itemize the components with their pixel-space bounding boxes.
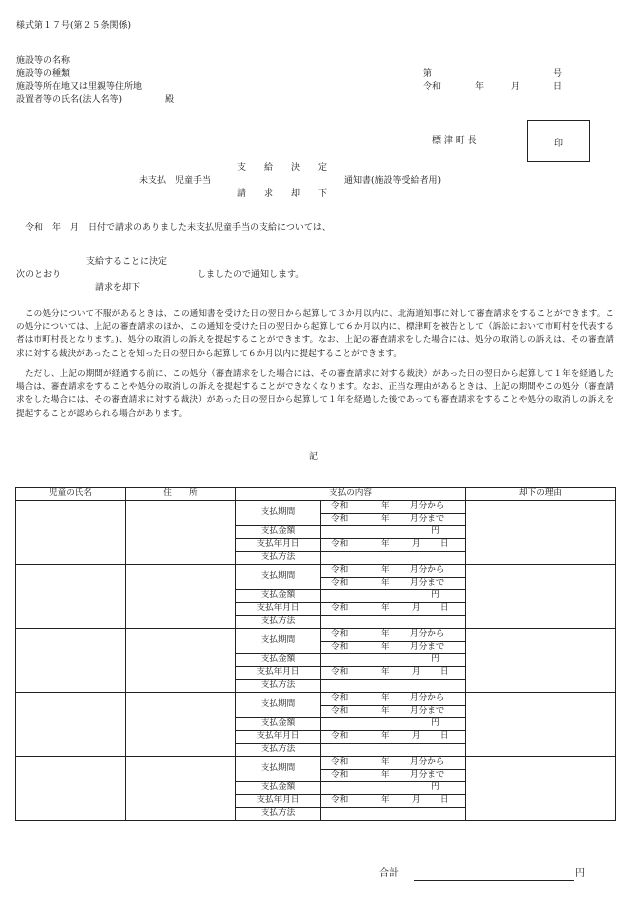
child-name-cell[interactable] — [16, 628, 126, 692]
period-to-month: 月分まで — [410, 577, 445, 588]
date-value[interactable] — [321, 667, 466, 680]
amount-value[interactable] — [321, 718, 466, 731]
amount-label: 支払金額 — [236, 718, 321, 731]
pay-date-month: 月 — [412, 731, 421, 742]
pay-date-era: 令和 — [331, 731, 349, 742]
pay-date-month: 月 — [412, 667, 421, 678]
amount-value[interactable] — [321, 526, 466, 539]
pay-date-day: 日 — [440, 731, 449, 742]
period-from-era: 令和 — [331, 628, 349, 639]
amount-yen: 円 — [431, 718, 440, 729]
rejection-reason-cell[interactable] — [466, 500, 616, 564]
period-to-month: 月分まで — [410, 513, 445, 524]
period-from-year: 年 — [381, 692, 390, 703]
total-label: 合計 — [379, 868, 399, 879]
method-label: 支払方法 — [236, 551, 321, 564]
amount-label: 支払金額 — [236, 526, 321, 539]
appeal-notice-paragraph-1: この処分について不服があるときは、この通知書を受けた日の翌日から起算して３か月以内に、北海道知事に対して審査請求をすることができます。この処分については、上記の審査請求のほか、この通知を受けた日の翌日から起算して６か月以内に、標津町を被告として（訴訟において市町村を代表する者は市町村長となります。)、処分の取消しの訴えを提起することができます。なお、上記の審査請求をした場合には、処分の取消しの訴えは、その審査請求に対する裁決があったことを知った日の翌日から起算して６か月以内に提起することができます。 — [16, 309, 614, 359]
period-from-year: 年 — [381, 756, 390, 767]
method-value[interactable] — [321, 551, 466, 564]
child-name-cell[interactable] — [16, 692, 126, 756]
period-from-era: 令和 — [331, 692, 349, 703]
period-from[interactable] — [321, 500, 466, 513]
pay-date-day: 日 — [440, 795, 449, 806]
rejection-reason-cell[interactable] — [466, 692, 616, 756]
amount-yen: 円 — [431, 526, 440, 537]
facility-type-label: 施設等の種類 — [16, 69, 71, 79]
child-name-cell[interactable] — [16, 500, 126, 564]
seal-mark: 印 — [553, 139, 563, 149]
mayor-title: 標 津 町 長 — [432, 136, 477, 146]
amount-yen: 円 — [431, 782, 440, 793]
address-cell[interactable] — [126, 628, 236, 692]
period-to[interactable] — [321, 705, 466, 718]
period-to-year: 年 — [381, 577, 390, 588]
pay-date-day: 日 — [440, 603, 449, 614]
amount-value[interactable] — [321, 654, 466, 667]
period-to[interactable] — [321, 641, 466, 654]
payment-table — [15, 487, 616, 821]
pay-date-year: 年 — [381, 731, 390, 742]
pay-date-era: 令和 — [331, 539, 349, 550]
title-suffix: 通知書(施設等受給者用) — [344, 176, 442, 186]
period-from-era: 令和 — [331, 564, 349, 575]
period-to-era: 令和 — [331, 577, 349, 588]
period-from[interactable] — [321, 692, 466, 705]
period-from-month: 月分から — [410, 628, 445, 639]
title-option-reject: 請 求 却 下 — [237, 189, 328, 199]
method-value[interactable] — [321, 743, 466, 756]
period-to-era: 令和 — [331, 705, 349, 716]
method-label: 支払方法 — [236, 743, 321, 756]
amount-yen: 円 — [431, 590, 440, 601]
period-to[interactable] — [321, 769, 466, 782]
intro-prefix: 次のとおり — [16, 270, 62, 280]
pay-date-year: 年 — [381, 603, 390, 614]
doc-no-prefix: 第 — [423, 69, 433, 79]
period-to-era: 令和 — [331, 769, 349, 780]
pay-date-year: 年 — [381, 539, 390, 550]
amount-yen: 円 — [431, 654, 440, 665]
pay-date-day: 日 — [440, 667, 449, 678]
period-label: 支払期間 — [236, 564, 321, 590]
title-option-decision: 支 給 決 定 — [237, 163, 328, 173]
period-from-month: 月分から — [410, 756, 445, 767]
method-value[interactable] — [321, 807, 466, 820]
period-to-month: 月分まで — [410, 705, 445, 716]
founder-label: 設置者等の氏名(法人名等) — [16, 95, 123, 105]
rejection-reason-cell[interactable] — [466, 756, 616, 820]
appeal-notice-paragraph-2: ただし、上記の期間が経過する前に、この処分（審査請求をした場合には、その審査請求に対する裁決）があった日の翌日から起算して１年を経過した場合は、審査請求をすることや処分の取消しの訴えを提起することができなくなります。なお、正当な理由があるときは、上記の期間やこの処分（審査請求をした場合には、その審査請求に対する裁決）があった日の翌日から起算して１年を経過した後であっても審査請求をすることや処分の取消しの訴えを提起することが認められる場合があります。 — [16, 369, 614, 419]
pay-date-year: 年 — [381, 795, 390, 806]
amount-label: 支払金額 — [236, 654, 321, 667]
title-main: 未支払 児童手当 — [139, 176, 212, 186]
period-to-year: 年 — [381, 769, 390, 780]
rejection-reason-cell[interactable] — [466, 628, 616, 692]
header-child-name: 児童の氏名 — [16, 488, 126, 501]
date-month: 月 — [511, 82, 521, 92]
date-label: 支払年月日 — [236, 795, 321, 808]
period-from-year: 年 — [381, 500, 390, 511]
pay-date-month: 月 — [412, 539, 421, 550]
period-from-month: 月分から — [410, 692, 445, 703]
header-address: 住 所 — [126, 488, 236, 501]
pay-date-year: 年 — [381, 667, 390, 678]
intro-option-decision: 支給することに決定 — [86, 257, 168, 267]
pay-date-era: 令和 — [331, 603, 349, 614]
period-to-era: 令和 — [331, 513, 349, 524]
date-value[interactable] — [321, 731, 466, 744]
date-label: 支払年月日 — [236, 667, 321, 680]
facility-address-label: 施設等所在地又は里親等住所地 — [16, 82, 143, 92]
amount-value[interactable] — [321, 782, 466, 795]
intro-suffix: しましたので通知します。 — [197, 270, 305, 280]
form-number: 様式第１７号(第２５条関係) — [16, 21, 132, 31]
period-to-era: 令和 — [331, 641, 349, 652]
period-to-month: 月分まで — [410, 641, 445, 652]
period-label: 支払期間 — [236, 500, 321, 526]
method-label: 支払方法 — [236, 679, 321, 692]
period-label: 支払期間 — [236, 692, 321, 718]
date-label: 支払年月日 — [236, 731, 321, 744]
method-label: 支払方法 — [236, 615, 321, 628]
pay-date-month: 月 — [412, 603, 421, 614]
intro-option-reject: 請求を却下 — [95, 283, 141, 293]
period-from-month: 月分から — [410, 500, 445, 511]
amount-label: 支払金額 — [236, 590, 321, 603]
period-from-era: 令和 — [331, 500, 349, 511]
total-yen: 円 — [575, 868, 585, 879]
header-payment-content: 支払の内容 — [236, 488, 466, 501]
date-year: 年 — [475, 82, 485, 92]
date-label: 支払年月日 — [236, 539, 321, 552]
pay-date-era: 令和 — [331, 795, 349, 806]
period-to-year: 年 — [381, 513, 390, 524]
address-cell[interactable] — [126, 564, 236, 628]
period-from-year: 年 — [381, 628, 390, 639]
ki-mark: 記 — [309, 452, 319, 462]
date-value[interactable] — [321, 539, 466, 552]
address-cell[interactable] — [126, 692, 236, 756]
period-to[interactable] — [321, 577, 466, 590]
amount-value[interactable] — [321, 590, 466, 603]
address-cell[interactable] — [126, 756, 236, 820]
period-to-year: 年 — [381, 641, 390, 652]
date-value[interactable] — [321, 795, 466, 808]
method-label: 支払方法 — [236, 807, 321, 820]
intro-line: 令和 年 月 日付で請求のありました未支払児童手当の支給については、 — [25, 223, 331, 233]
period-from[interactable] — [321, 756, 466, 769]
period-to-month: 月分まで — [410, 769, 445, 780]
period-from-era: 令和 — [331, 756, 349, 767]
header-rejection-reason: 却下の理由 — [466, 488, 616, 501]
pay-date-month: 月 — [412, 795, 421, 806]
date-day: 日 — [553, 82, 563, 92]
period-to[interactable] — [321, 513, 466, 526]
address-cell[interactable] — [126, 500, 236, 564]
child-name-cell[interactable] — [16, 564, 126, 628]
total-line — [414, 880, 574, 881]
period-from[interactable] — [321, 628, 466, 641]
seal-box — [527, 120, 590, 162]
method-value[interactable] — [321, 679, 466, 692]
period-label: 支払期間 — [236, 628, 321, 654]
amount-label: 支払金額 — [236, 782, 321, 795]
method-value[interactable] — [321, 615, 466, 628]
date-era: 令和 — [423, 82, 442, 92]
facility-name-label: 施設等の名称 — [16, 56, 71, 66]
doc-no-suffix: 号 — [553, 69, 563, 79]
pay-date-era: 令和 — [331, 667, 349, 678]
period-label: 支払期間 — [236, 756, 321, 782]
child-name-cell[interactable] — [16, 756, 126, 820]
period-from[interactable] — [321, 564, 466, 577]
rejection-reason-cell[interactable] — [466, 564, 616, 628]
period-from-year: 年 — [381, 564, 390, 575]
honorific: 殿 — [165, 95, 175, 105]
pay-date-day: 日 — [440, 539, 449, 550]
period-to-year: 年 — [381, 705, 390, 716]
date-value[interactable] — [321, 603, 466, 616]
period-from-month: 月分から — [410, 564, 445, 575]
date-label: 支払年月日 — [236, 603, 321, 616]
